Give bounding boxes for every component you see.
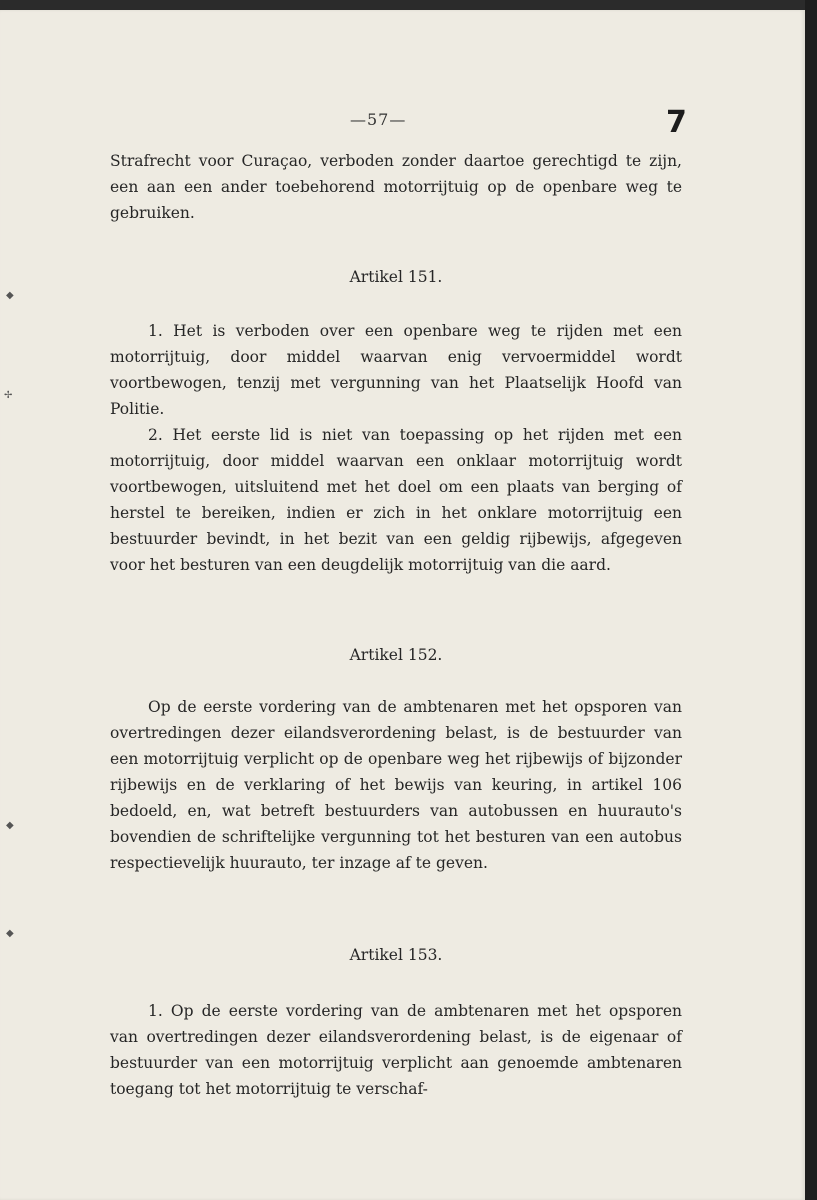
article-151-paragraph-2: 2. Het eerste lid is niet van toepassing op het rijden met een motorrijtuig, door middel waarvan een onklaar motorrijtuig wordt voortbewogen, uitsluitend met het doel om een plaats van berging of herstel te bereiken, indien er zich in het onklare motorrijtuig een bestuurder bevindt, in het bezit van een geldig rijbewijs, afgegeven voor het besturen van een deugdelijk motorrijtuig van die aard. (110, 426, 682, 574)
article-151-title: Artikel 151. (349, 268, 443, 286)
intro-paragraph: Strafrecht voor Curaçao, verboden zonder daartoe gerechtigd te zijn, een aan een ander toebehorend motorrijtuig op de openbare weg te gebruiken. (110, 152, 682, 222)
article-151-paragraph-1: 1. Het is verboden over een openbare weg te rijden met een motorrijtuig, door middel waarvan enig vervoermiddel wordt voortbewogen, tenzij met vergunning van het Plaatselijk Hoofd van Politie. (110, 322, 682, 418)
article-153-title: Artikel 153. (349, 946, 443, 964)
article-153-paragraph-1: 1. Op de eerste vordering van de ambtenaren met het opsporen van overtredingen dezer eilandsverordening belast, is de eigenaar of bestuurder van een motorrijtuig verplicht aan genoemde ambtenaren toegang tot het motorrijtuig te verschaf- (110, 1002, 682, 1098)
scan-edge (805, 0, 817, 1200)
document-page (0, 10, 805, 1200)
article-152-paragraph-1: Op de eerste vordering van de ambtenaren met het opsporen van overtredingen dezer eilandsverordening belast, is de bestuurder van een motorrijtuig verplicht op de openbare weg het rijbewijs of bijzonder rijbewijs en de verklaring of het bewijs van keuring, in artikel 106 bedoeld, en, wat betreft bestuurders van autobussen en huurauto's bovendien de schriftelijke vergunning tot het besturen van een autobus respectievelijk huurauto, ter inzage af te geven. (110, 698, 682, 872)
margin-speck-mark: ◆ (6, 820, 14, 831)
margin-speck-mark: ◆ (6, 290, 14, 301)
article-152-title: Artikel 152. (349, 646, 443, 664)
margin-speck-mark: ✢ (4, 390, 13, 401)
sheet-number: 7 (666, 105, 687, 140)
page-number: —57— (350, 110, 407, 129)
margin-speck-mark: ◆ (6, 928, 14, 939)
